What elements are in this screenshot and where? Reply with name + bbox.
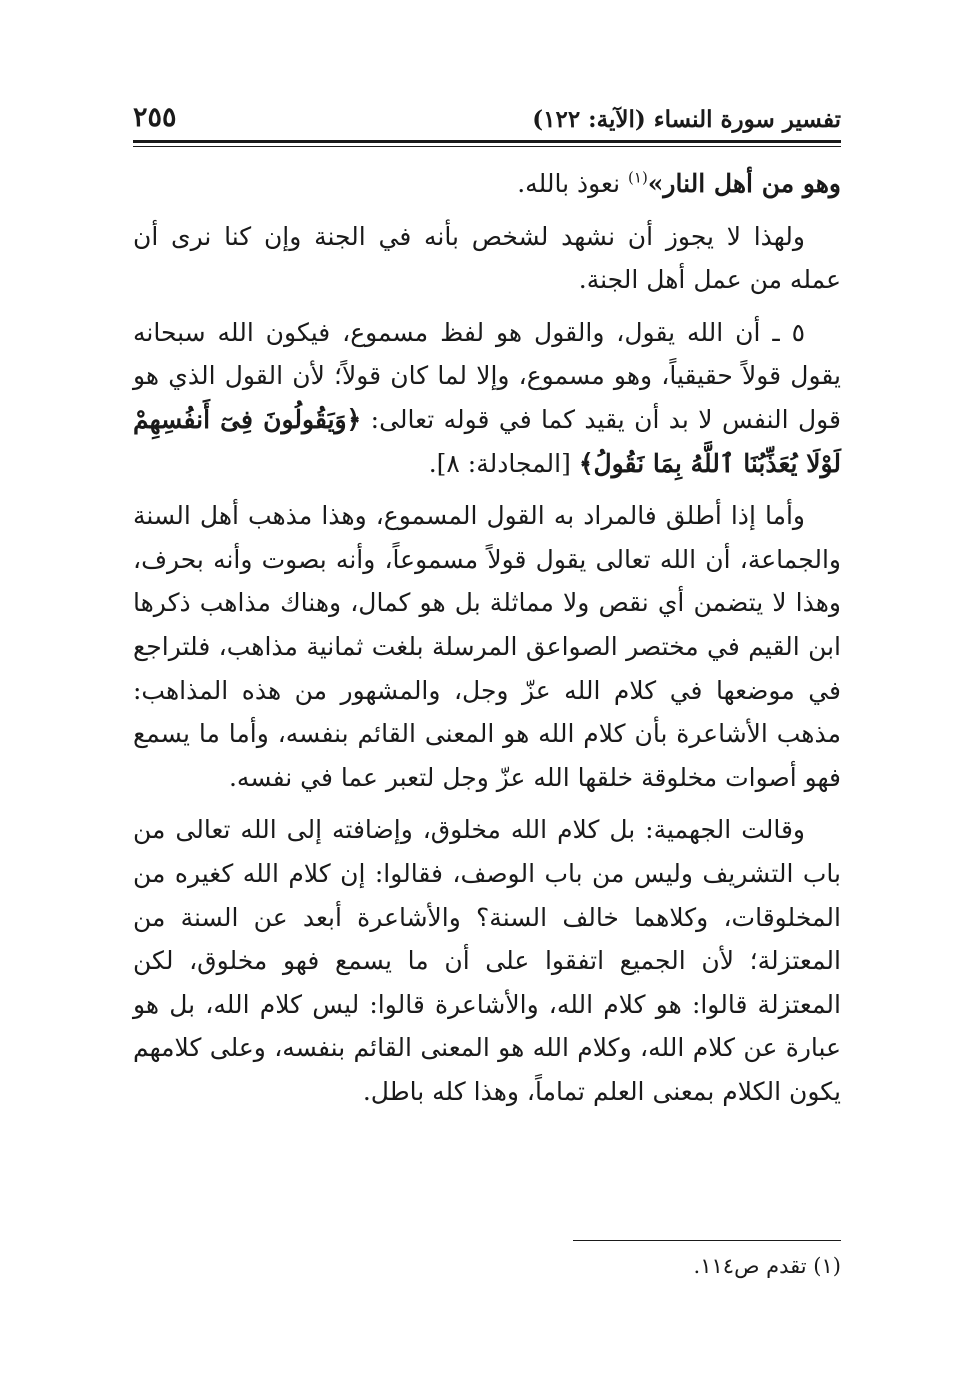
verse-citation: [المجادلة: ٨]. bbox=[428, 448, 579, 478]
header-rule-thick bbox=[133, 140, 841, 143]
paragraph-1-bold: وهو من أهل النار» bbox=[647, 169, 841, 198]
quran-verse: ﴿وَيَقُولُونَ فِىٓ أَنفُسِهِمْ لَوْلَا يُعَذِّبُنَا ٱللَّهُ بِمَا نَقُولُ﴾ bbox=[133, 404, 841, 478]
page-header bbox=[133, 98, 841, 138]
header-rule-thin bbox=[133, 146, 841, 147]
footnote-rule bbox=[573, 1240, 841, 1241]
paragraph-1 bbox=[133, 162, 841, 206]
footnote-ref: (١) bbox=[628, 168, 648, 187]
body-text bbox=[133, 162, 841, 1122]
paragraph-2: ولهذا لا يجوز أن نشهد لشخص بأنه في الجنة وإن كنا نرى أن عمله من عمل أهل الجنة. bbox=[133, 221, 841, 295]
page-number: ٢٥٥ bbox=[133, 102, 177, 133]
paragraph-3 bbox=[133, 311, 841, 485]
paragraph-4: وأما إذا أطلق فالمراد به القول المسموع، وهذا مذهب أهل السنة والجماعة، أن الله تعالى يقول قولاً مسموعاً، وأنه بصوت وأنه بحرف، وهذا لا يتضمن أي نقص ولا مماثلة بل هو كمال، وهناك مذاهب ذكرها ابن القيم في مختصر الصواعق المرسلة بلغت ثمانية مذاهب، فلتراجع في موضعها في كلام الله عزّ وجل، والمشهور من هذه المذاهب: مذهب الأشاعرة بأن كلام الله هو المعنى القائم بنفسه، وأما ما يسمع فهو أصوات مخلوقة خلقها الله عزّ وجل لتعبر عما في نفسه. bbox=[133, 501, 841, 792]
paragraph-1-rest: نعوذ بالله. bbox=[517, 169, 629, 198]
footnote: (١) تقدم ص١١٤. bbox=[693, 1254, 841, 1278]
paragraph-5: وقالت الجهمية: بل كلام الله مخلوق، وإضافته إلى الله تعالى من باب التشريف وليس من باب الوصف، فقالوا: إن كلام الله كغيره من المخلوقات، وكلاهما خالف السنة؟ والأشاعرة أبعد عن السنة من المعتزلة؛ لأن الجميع اتفقوا على أن ما يسمع فهو مخلوق، لكن المعتزلة قالوا: هو كلام الله، والأشاعرة قالوا: ليس كلام الله، بل هو عبارة عن كلام الله، وكلام الله هو المعنى القائم بنفسه، وعلى كلامهم يكون الكلام بمعنى العلم تماماً، وهذا كله باطل. bbox=[133, 815, 841, 1106]
paragraph-3-main: ٥ ـ أن الله يقول، والقول هو لفظ مسموع، فيكون الله سبحانه يقول قولاً حقيقياً، وهو مسموع، وإلا لما كان قولاً؛ لأن القول الذي هو قول النفس لا بد أن يقيد كما في قوله تعالى: bbox=[133, 317, 842, 434]
running-title: تفسير سورة النساء (الآية: ١٢٢) bbox=[532, 106, 841, 133]
